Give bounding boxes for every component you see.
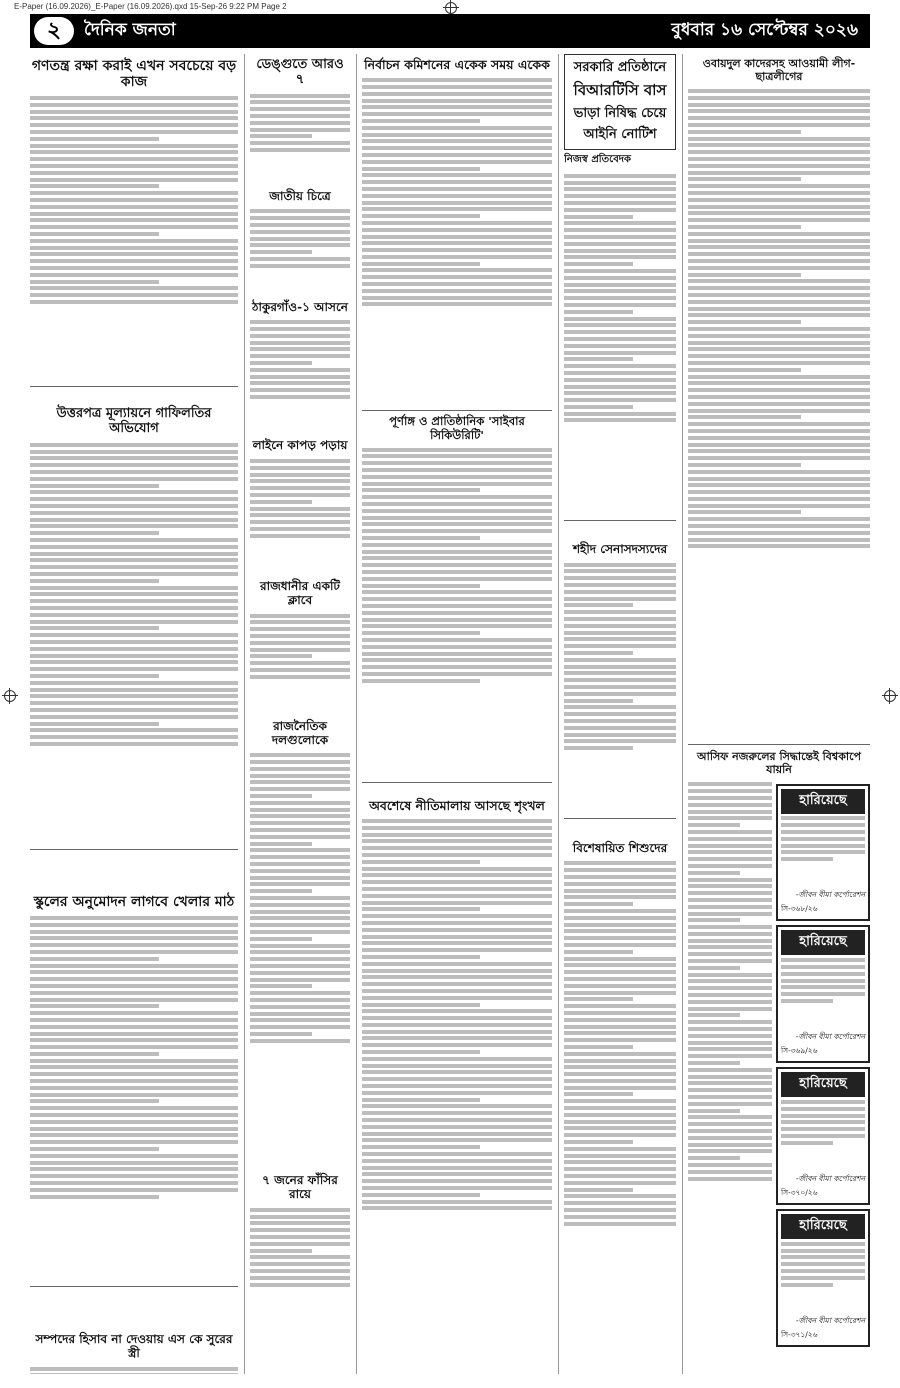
headline-line: সরকারি প্রতিষ্ঠানে (573, 60, 667, 75)
headline: আসিফ নজরুলের সিদ্ধান্তেই বিশ্বকাপে যায়নি (696, 750, 861, 776)
newspaper-page (30, 54, 870, 1374)
article-body (564, 859, 676, 1374)
ad-title: হারিয়েছে (781, 789, 865, 814)
lost-notice-ad (776, 1067, 870, 1205)
headline: জাতীয় চিত্রে (269, 188, 331, 203)
article-body (30, 913, 238, 1323)
column-4 (564, 54, 676, 1374)
headline: উত্তরপত্র মূল্যায়নে গাফিলতির অভিযোগ (56, 406, 212, 437)
article-body (250, 1205, 350, 1325)
ad-signature: -জীবন বীমা কর্পোরেশন (795, 1315, 865, 1325)
headline: ওবায়দুল কাদেরসহ আওয়ামী লীগ-ছাত্রলীগের (702, 57, 856, 83)
reporter-byline: নিজস্ব প্রতিবেদক (564, 154, 632, 165)
article-body (250, 456, 350, 576)
headline-line: আইনি নোটিশ (583, 127, 657, 142)
lost-notice-ad (776, 784, 870, 922)
article-body (564, 171, 676, 531)
article-body (362, 816, 552, 1374)
column-3 (362, 54, 552, 1374)
featured-headline-box (564, 54, 676, 150)
ad-reference: সি-৩৬৯/২৬ (781, 1046, 818, 1056)
headline: শহীদ সেনাসদস্যদের (572, 542, 668, 556)
page-header (30, 14, 870, 48)
headline: ডেঙ্গুতে আরও ৭ (256, 57, 344, 87)
article-body (30, 1364, 238, 1374)
article-body (688, 780, 772, 1348)
registration-mark-icon (884, 690, 896, 702)
article-body (250, 750, 350, 1170)
registration-mark-icon (445, 2, 457, 14)
headline: গণতন্ত্র রক্ষা করাই এখন সবচেয়ে বড় কাজ (31, 58, 237, 91)
ad-signature: -জীবন বীমা কর্পোরেশন (795, 1173, 865, 1183)
headline: সম্পদের হিসাব না দেওয়ায় এস কে সুরের স্ত্রী (35, 1332, 233, 1360)
column-2 (250, 54, 350, 1374)
column-1 (30, 54, 238, 1374)
headline-line: বিআরটিসি বাস (573, 81, 667, 99)
lost-notice-ad (776, 1209, 870, 1347)
headline: ৭ জনের ফাঁসির রায়ে (262, 1173, 338, 1202)
headline: নির্বাচন কমিশনের একেক সময় একেক (364, 57, 550, 72)
headline: অবশেষে নীতিমালায় আসছে শৃংখল (369, 797, 545, 813)
registration-mark-icon (4, 690, 16, 702)
article-body (362, 445, 552, 785)
print-slug: E-Paper (16.09.2026)_E-Paper (16.09.2026).qxd 15-Sep-26 9:22 PM Page 2 (14, 2, 287, 11)
issue-date: বুধবার ১৬ সেপ্টেম্বর ২০২৬ (671, 20, 858, 40)
headline: পূর্ণাঙ্গ ও প্রাতিষ্ঠানিক 'সাইবার সিকিউরিটি' (389, 414, 525, 442)
headline: বিশেষায়িত শিশুদের (572, 840, 668, 855)
article-body (564, 560, 676, 830)
ad-title: হারিয়েছে (781, 1214, 865, 1239)
article-body (250, 207, 350, 297)
headline: স্কুলের অনুমোদন লাগবে খেলার মাঠ (33, 894, 235, 911)
headline: রাজধানীর একটি ক্লাবে (260, 579, 340, 608)
ad-title: হারিয়েছে (781, 1072, 865, 1097)
headline: রাজনৈতিক দলগুলোকে (271, 718, 329, 747)
article-body (362, 75, 552, 405)
headline: লাইনে কাপড় পড়ায় (252, 438, 348, 453)
article-body (688, 86, 870, 741)
ad-reference: সি-৩৭০/২৬ (781, 1187, 818, 1197)
paper-name: দৈনিক জনতা (84, 20, 176, 40)
ad-signature: -জীবন বীমা কর্পোরেশন (795, 890, 865, 900)
ad-reference: সি-৩৭১/২৬ (781, 1329, 818, 1339)
headline-line: ভাড়া নিষিদ্ধ চেয়ে (573, 106, 667, 121)
page-number: ২ (34, 17, 74, 45)
lost-notice-ad (776, 925, 870, 1063)
article-body (250, 317, 350, 435)
article-body (30, 93, 238, 393)
article-body (250, 91, 350, 186)
ad-title: হারিয়েছে (781, 930, 865, 955)
article-body (30, 440, 238, 880)
article-body (250, 611, 350, 716)
ad-reference: সি-৩৬৮/২৬ (781, 904, 818, 914)
column-5 (688, 54, 870, 1374)
headline: ঠাকুরগাঁও-১ আসনে (252, 299, 348, 314)
ad-signature: -জীবন বীমা কর্পোরেশন (795, 1032, 865, 1042)
